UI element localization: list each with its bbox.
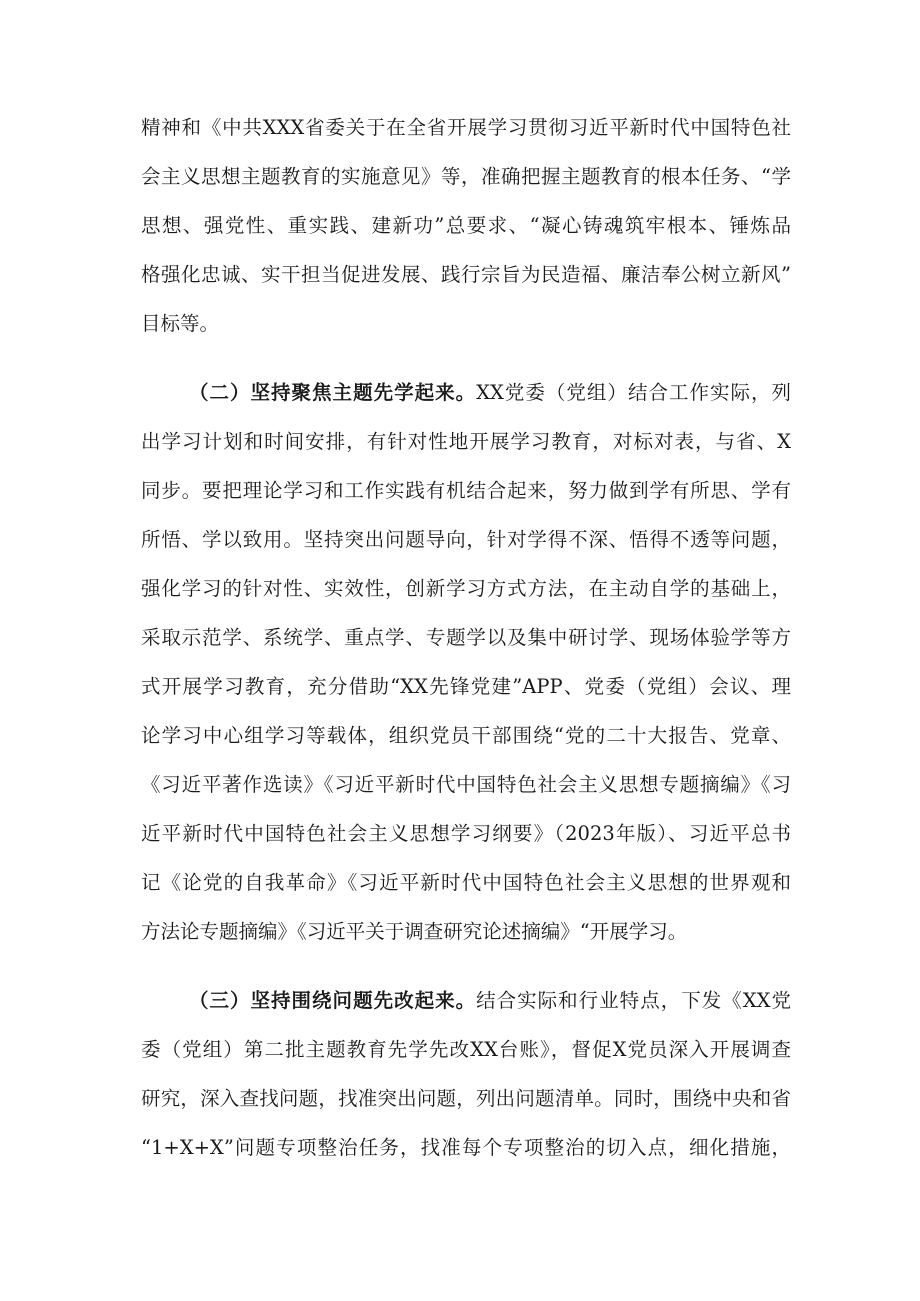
paragraph-2-heading: （二）坚持聚焦主题先学起来。 — [189, 381, 477, 404]
paragraph-2-line-5: 强化学习的针对性、实效性，创新学习方式方法，在主动自学的基础上， — [141, 577, 791, 600]
paragraph-1-line-3: 思想、强党性、重实践、建新功”总要求、“凝心铸魂筑牢根本、锤炼品 — [141, 214, 791, 237]
paragraph-3-first-line — [189, 986, 791, 1016]
paragraph-2-line-9: 《习近平著作选读》《习近平新时代中国特色社会主义思想专题摘编》《习 — [141, 773, 791, 796]
paragraph-2-line-3: 同步。要把理论学习和工作实践有机结合起来，努力做到学有所思、学有 — [141, 479, 791, 502]
paragraph-1-line-2: 会主义思想主题教育的实施意见》等，准确把握主题教育的根本任务、“学 — [141, 165, 791, 188]
paragraph-3-line-4: “1+X+X”问题专项整治任务，找准每个专项整治的切入点，细化措施， — [141, 1136, 791, 1159]
paragraph-3-line-3: 研究，深入查找问题，找准突出问题，列出问题清单。同时，围绕中央和省 — [141, 1087, 791, 1110]
paragraph-2-line-11: 记《论党的自我革命》《习近平新时代中国特色社会主义思想的世界观和 — [141, 871, 791, 894]
paragraph-3-line-2: 委（党组）第二批主题教育先学先改XX台账》，督促X党员深入开展调查 — [141, 1038, 791, 1061]
paragraph-2-line-8: 论学习中心组学习等载体，组织党员干部围绕“党的二十大报告、党章、 — [141, 724, 791, 747]
paragraph-2-line-10: 近平新时代中国特色社会主义思想学习纲要》（2023年版）、习近平总书 — [141, 822, 791, 845]
paragraph-3-heading: （三）坚持围绕问题先改起来。 — [189, 989, 477, 1012]
paragraph-1-line-5: 目标等。 — [141, 312, 220, 335]
paragraph-2-line-4: 所悟、学以致用。坚持突出问题导向，针对学得不深、悟得不透等问题， — [141, 528, 791, 551]
paragraph-2-line-12: 方法论专题摘编》《习近平关于调查研究论述摘编》“开展学习。 — [141, 920, 688, 943]
paragraph-2-line-2: 出学习计划和时间安排，有针对性地开展学习教育，对标对表，与省、X — [141, 430, 791, 453]
paragraph-2-line-7: 式开展学习教育，充分借助“XX先锋党建”APP、党委（党组）会议、理 — [141, 675, 791, 698]
paragraph-2-first-line-text: XX党委（党组）结合工作实际，列 — [476, 381, 791, 404]
paragraph-3-first-line-text: 结合实际和行业特点，下发《XX党 — [476, 989, 791, 1012]
paragraph-1-line-1: 精神和《中共XXX省委关于在全省开展学习贯彻习近平新时代中国特色社 — [141, 116, 791, 139]
paragraph-2-line-6: 采取示范学、系统学、重点学、专题学以及集中研讨学、现场体验学等方 — [141, 626, 791, 649]
paragraph-1-line-4: 格强化忠诚、实干担当促进发展、践行宗旨为民造福、廉洁奉公树立新风” — [141, 263, 791, 286]
paragraph-2-first-line — [189, 378, 791, 408]
